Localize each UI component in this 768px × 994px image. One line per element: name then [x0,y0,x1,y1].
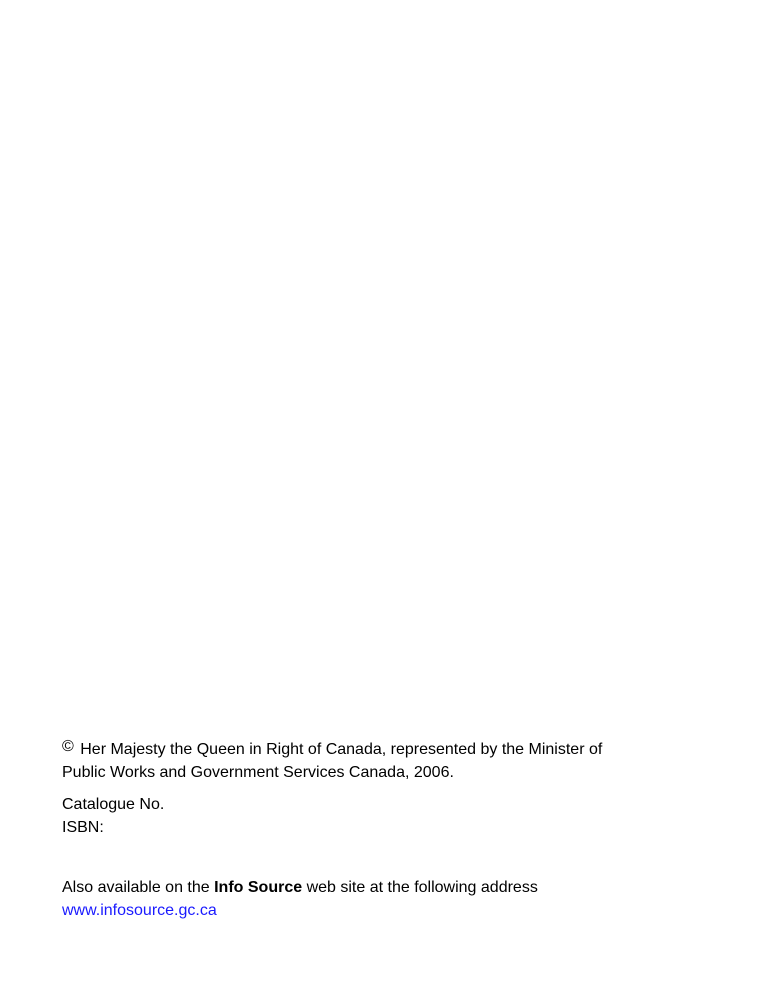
availability-prefix: Also available on the [62,879,215,896]
availability-notice [62,876,742,922]
copyright-line-1 [62,735,742,761]
infosource-link[interactable]: www.infosource.gc.ca [62,902,217,919]
catalogue-info [62,793,164,839]
info-source-name: Info Source [214,879,303,896]
copyright-symbol: © [62,738,74,755]
copyright-notice [62,735,742,784]
copyright-text-1: Her Majesty the Queen in Right of Canada, represented by the Minister of [80,741,603,758]
isbn-label: ISBN: [62,819,104,836]
availability-line [62,876,742,899]
catalogue-number-label: Catalogue No. [62,796,165,813]
availability-suffix: web site at the following address [302,879,538,896]
copyright-line-2: Public Works and Government Services Canada, 2006. [62,764,454,781]
